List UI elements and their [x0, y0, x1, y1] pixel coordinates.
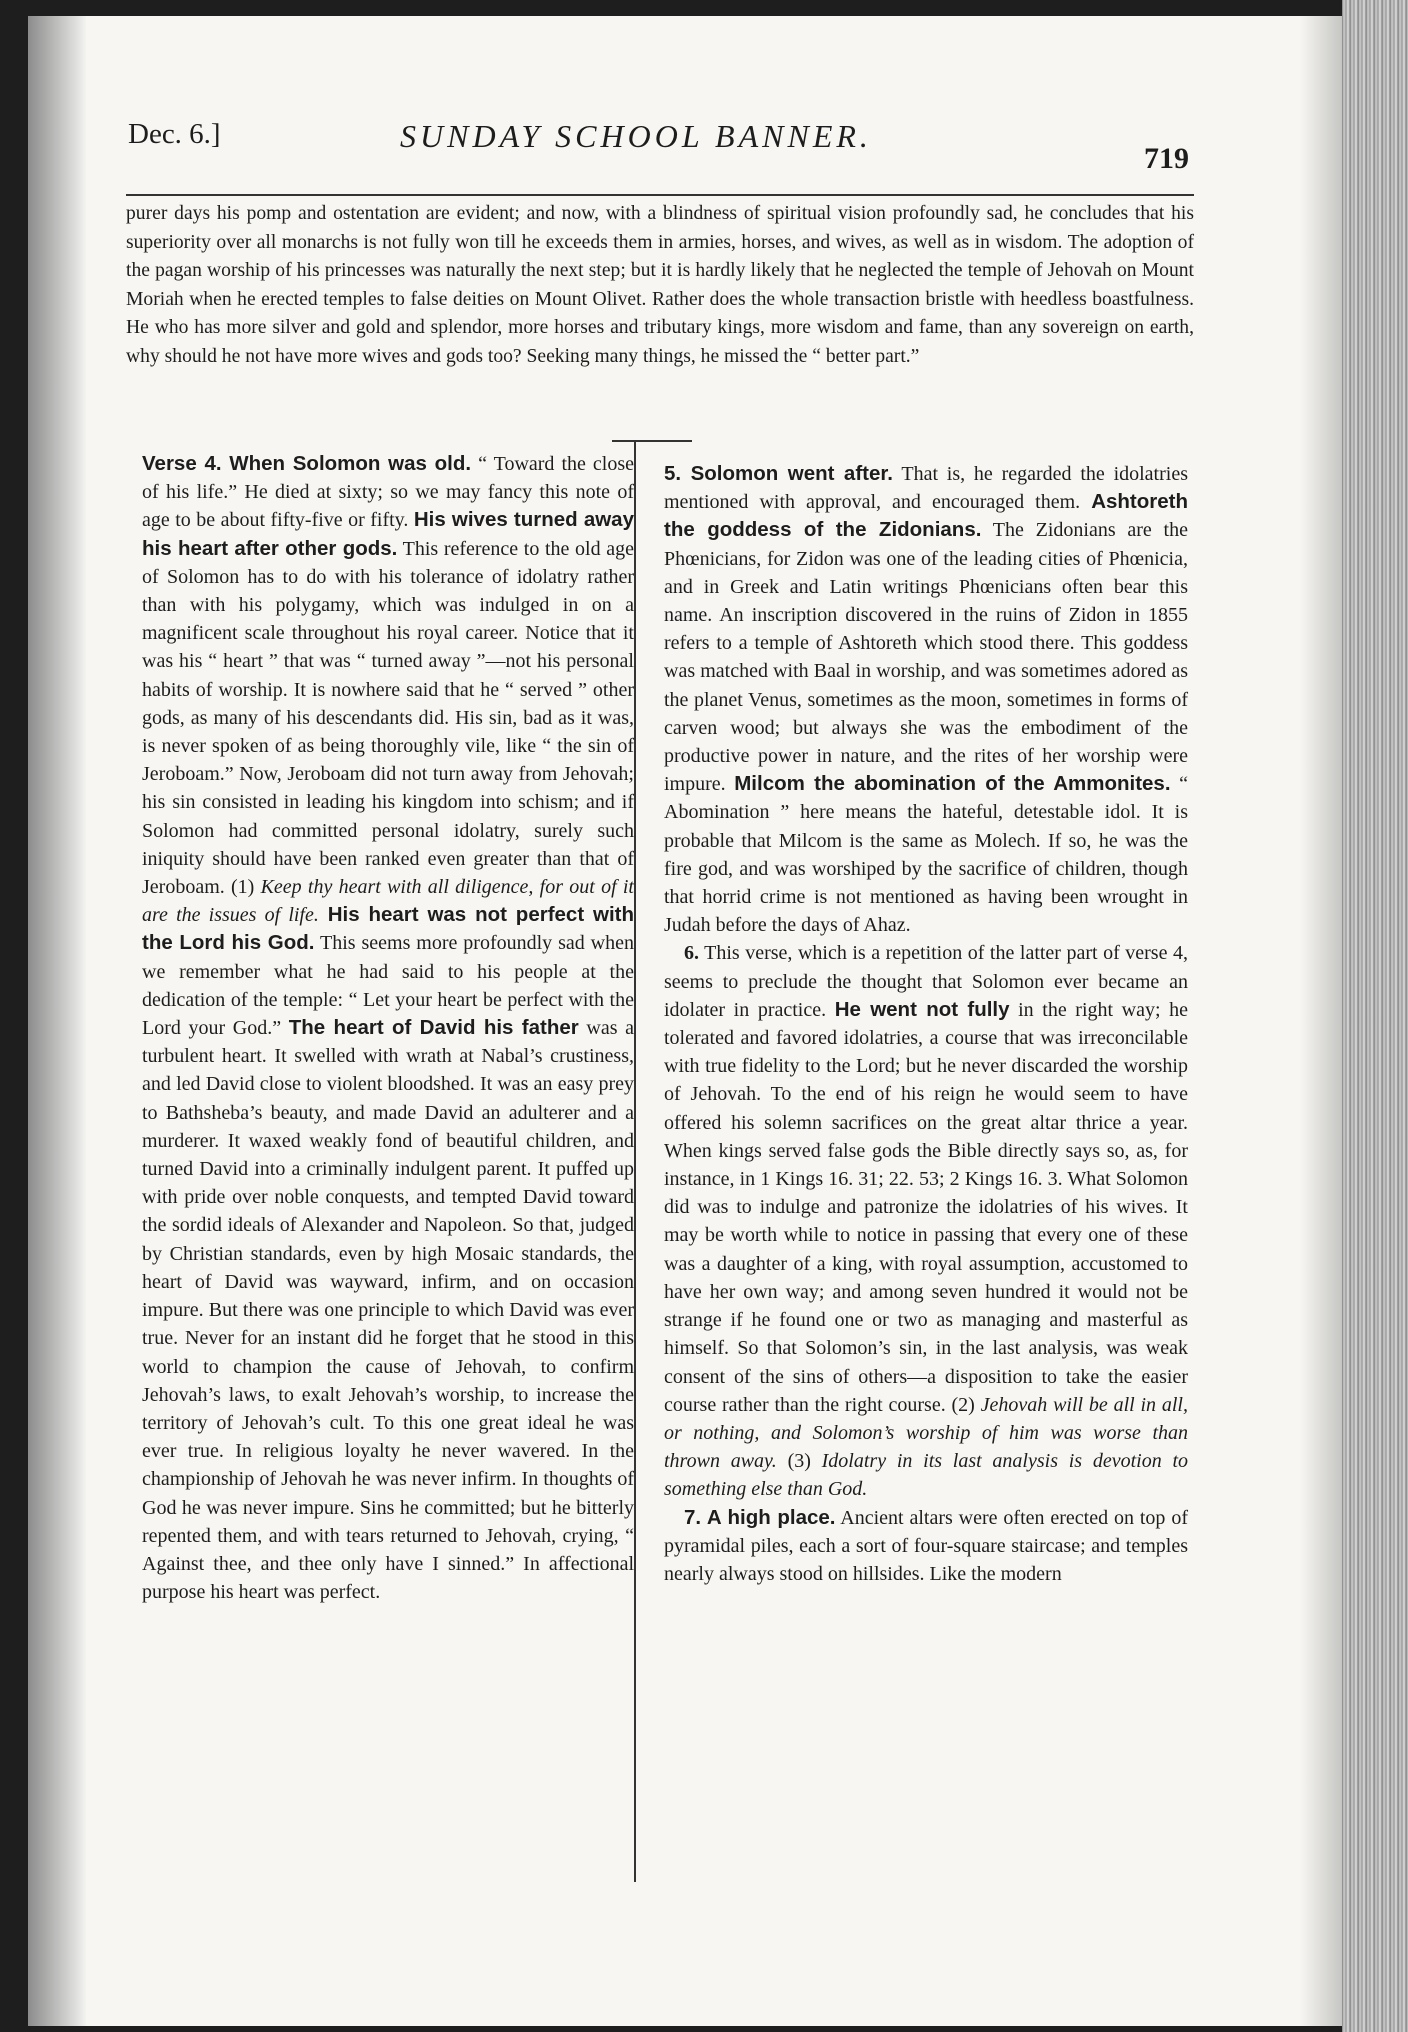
running-title: SUNDAY SCHOOL BANNER.: [400, 118, 872, 154]
verse-6-italic-1: Jehovah will be all in all, or nothing, and Solomon’s worship of him was worse than thrown away.: [664, 1393, 1188, 1473]
verse-5-text-1: That is, he regarded the idolatries mentioned with approval, and encouraged them.: [664, 463, 1188, 514]
verse-4-heading-4: The heart of David his father: [288, 1016, 579, 1040]
verse-5-text-2: The Zidonians are the Phœnicians, for Zidon was one of the leading cities of Phœnicia, and in Greek and Latin writings Phœnicians often bear this name. An inscription discovered in the ruins of Zidon in 1855 refers to a temple of Ashtoreth which stood there. This goddess was matched with Baal in worship, and was sometimes adored as the planet Venus, sometimes as the moon, sometimes in forms of carven wood; but always she was the embodiment of the productive power in nature, and the rites of her worship were impure.: [664, 519, 1188, 796]
verse-4-text-2: This reference to the old age of Solomon has to do with his tolerance of idolatry rather than with his polygamy, which was indulged in on a magnificent scale throughout his royal career. Notice that it was his “ heart ” that was “ turned away ”—not his personal habits of worship. It is nowhere said that he “ served ” other gods, as many of his descendants did. His sin, bad as it was, is never spoken of as being thoroughly vile, like “ the sin of Jeroboam.” Now, Jeroboam did not turn away from Jehovah; his sin consisted in leading his kingdom into schism; and if Solomon had committed personal idolatry, surely such iniquity should have been ranked even greater than that of Jeroboam. (1): [142, 537, 634, 899]
page-number: 719: [1144, 142, 1189, 175]
column-rule: [634, 440, 636, 1882]
verse-4-text-1: “ Toward the close of his life.” He died at sixty; so we may fancy this note of age to be about fifty-five or fifty.: [142, 453, 635, 532]
verse-5-note: [664, 460, 1188, 939]
binding-shadow: [28, 16, 86, 2026]
verse-4-text-3: This seems more profoundly sad when we remember what he had said to his people at the dedication of the temple: “ Let your heart be perfect with the Lord your God.”: [142, 932, 634, 1040]
verse-4-heading-2: His wives turned away his heart after other gods.: [142, 508, 634, 560]
verse-4-italic: Keep thy heart with all diligence, for out of it are the issues of life.: [142, 876, 634, 927]
verse-5-heading-2: Ashtoreth the goddess of the Zidonians.: [664, 490, 1188, 542]
right-column: [664, 460, 1188, 1588]
section-divider: [612, 440, 692, 442]
left-column: [142, 450, 634, 1606]
verse-6-italic-2: Idolatry in its last analysis is devotion to something else than God.: [664, 1450, 1188, 1501]
verse-6-number: 6.: [684, 942, 699, 965]
intro-text: purer days his pomp and ostentation are evident; and now, with a blindness of spiritual vision profoundly sad, he concludes that his superiority over all monarchs is not fully won till he exceeds them in armies, horses, and wives, as well as in wisdom. The adoption of the pagan worship of his princesses was naturally the next step; but it is hardly likely that he neglected the temple of Jehovah on Mount Moriah when he erected temples to false deities on Mount Olivet. Rather does the whole transaction bristle with heedless boastfulness. He who has more silver and gold and splendor, more horses and tributary kings, more wisdom and fame, than any sovereign on earth, why should he not have more wives and gods too? Seeking many things, he missed the “ better part.”: [126, 203, 1194, 367]
verse-4-heading: Verse 4. When Solomon was old.: [142, 452, 472, 475]
verse-4-note: [142, 450, 634, 1606]
verse-4-text-4: was a turbulent heart. It swelled with wrath at Nabal’s crustiness, and led David close to violent bloodshed. It was an easy prey to Bathsheba’s beauty, and made David an adulterer and a murderer. It waxed weakly fond of beautiful children, and turned David into a criminally indulgent parent. It puffed up with pride over noble conquests, and tempted David toward the sordid ideals of Alexander and Napoleon. So that, judged by Christian standards, even by high Mosaic standards, the heart of David was wayward, infirm, and on occasion impure. But there was one principle to which David was ever true. Never for an instant did he forget that he stood in this world to champion the cause of Jehovah, to confirm Jehovah’s laws, to exalt Jehovah’s worship, to increase the territory of Jehovah’s cult. To this one great ideal he was ever true. In religious loyalty he never wavered. In the championship of Jehovah he was never infirm. In thoughts of God he was never impure. Sins he committed; but he bitterly repented them, and with tears returned to Jehovah, crying, “ Against thee, and thee only have I sinned.” In affectional purpose his heart was perfect.: [142, 1017, 634, 1604]
verse-6-text-3: (3): [776, 1450, 822, 1473]
verse-7-text-1: Ancient altars were often erected on top of pyramidal piles, each a sort of four-square staircase; and temples nearly always stood on hillsides. Like the modern: [664, 1506, 1188, 1585]
verse-5-text-3: “ Abomination ” here means the hateful, detestable idol. It is probable that Milcom is the same as Molech. If so, he was the fire god, and was worshiped by the sacrifice of children, though that horrid crime is not mentioned as having been wrought in Judah before the days of Ahaz.: [664, 773, 1188, 937]
verse-4-heading-3: His heart was not perfect with the Lord his God.: [142, 903, 634, 955]
verse-6-text-1: This verse, which is a repetition of the latter part of verse 4, seems to preclude the thought that Solomon ever became an idolater in practice.: [664, 942, 1188, 1021]
verse-6-note: [664, 939, 1188, 1503]
verse-5-heading-3: Milcom the abomination of the Ammonites.: [734, 772, 1171, 796]
verse-6-heading: He went not fully: [834, 997, 1010, 1021]
running-date: Dec. 6.]: [128, 118, 221, 150]
header-rule: [126, 194, 1194, 196]
verse-7-note: [664, 1504, 1188, 1589]
verse-6-text-2: in the right way; he tolerated and favored idolatries, a course that was irreconcilable with true fidelity to the Lord; but he never discarded the worship of Jehovah. To the end of his reign he would seem to have offered his solemn sacrifices on the great altar thrice a year. When kings served false gods the Bible directly says so, as, for instance, in 1 Kings 16. 31; 22. 53; 2 Kings 16. 3. What Solomon did was to indulge and patronize the idolatries of his wives. It may be worth while to notice in passing that every one of these was a daughter of a king, with royal assumption, accustomed to have her own way; and among seven hundred it would not be strange if he found one or two as managing and masterful as himself. So that Solomon’s sin, in the last analysis, was weak consent of the sins of others—a disposition to take the easier course rather than the right course. (2): [664, 998, 1189, 1416]
verse-7-heading: 7. A high place.: [684, 1505, 836, 1529]
verse-5-heading: 5. Solomon went after.: [664, 462, 893, 485]
intro-paragraph: [126, 200, 1194, 371]
page-edges: [1342, 0, 1408, 2032]
page-curl-shadow: [1300, 16, 1344, 2026]
